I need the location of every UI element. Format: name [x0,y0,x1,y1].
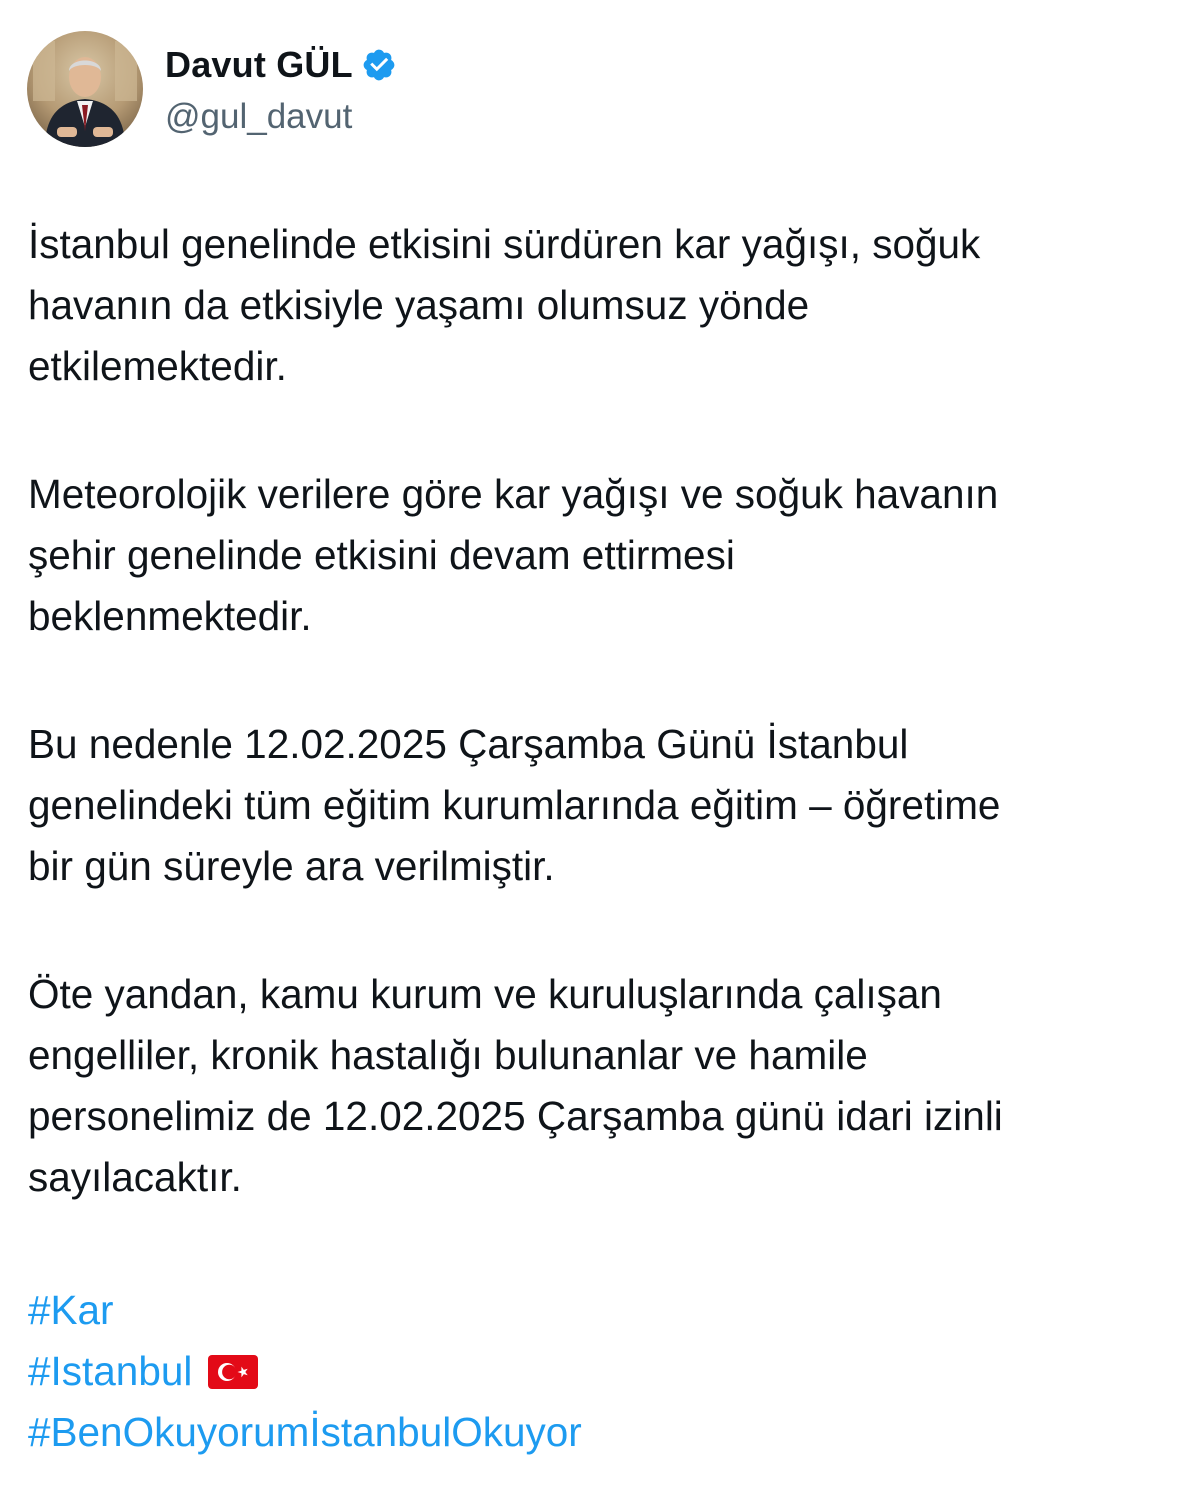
tweet-paragraph: Öte yandan, kamu kurum ve kuruluşlarında çalışan engelliler, kronik hastalığı bulunanlar ve hamile personelimiz de 12.02.2025 Çarşamba günü idari izinli sayılacaktır. [28,971,1003,1200]
turkey-flag-icon [208,1355,258,1389]
hashtag-row [28,1402,582,1463]
hashtag-link-istanbul[interactable]: #Istanbul [28,1348,193,1394]
hashtag-list [28,1280,582,1463]
tweet-text [28,214,1138,1275]
display-name[interactable]: Davut GÜL [165,44,353,85]
tweet-header [27,31,397,147]
hashtag-row [28,1341,582,1402]
hashtag-link-benokuyorum[interactable]: #BenOkuyorumİstanbulOkuyor [28,1409,582,1455]
tweet-paragraph: Bu nedenle 12.02.2025 Çarşamba Günü İstanbul genelindeki tüm eğitim kurumlarında eğitim – öğretime bir gün süreyle ara verilmiştir. [28,721,1001,889]
tweet-paragraph: İstanbul genelinde etkisini sürdüren kar yağışı, soğuk havanın da etkisiyle yaşamı olumsuz yönde etkilemektedir. [28,221,981,389]
hashtag-link-kar[interactable]: #Kar [28,1287,114,1333]
hashtag-row [28,1280,582,1341]
name-row [165,38,397,92]
author-handle[interactable]: @gul_davut [165,97,353,136]
tweet-paragraph: Meteorolojik verilere göre kar yağışı ve soğuk havanın şehir genelinde etkisini devam ettirmesi beklenmektedir. [28,471,999,639]
avatar-image [27,31,143,147]
author-identity [165,31,397,147]
avatar[interactable] [27,31,143,147]
verified-badge-icon [361,47,397,83]
